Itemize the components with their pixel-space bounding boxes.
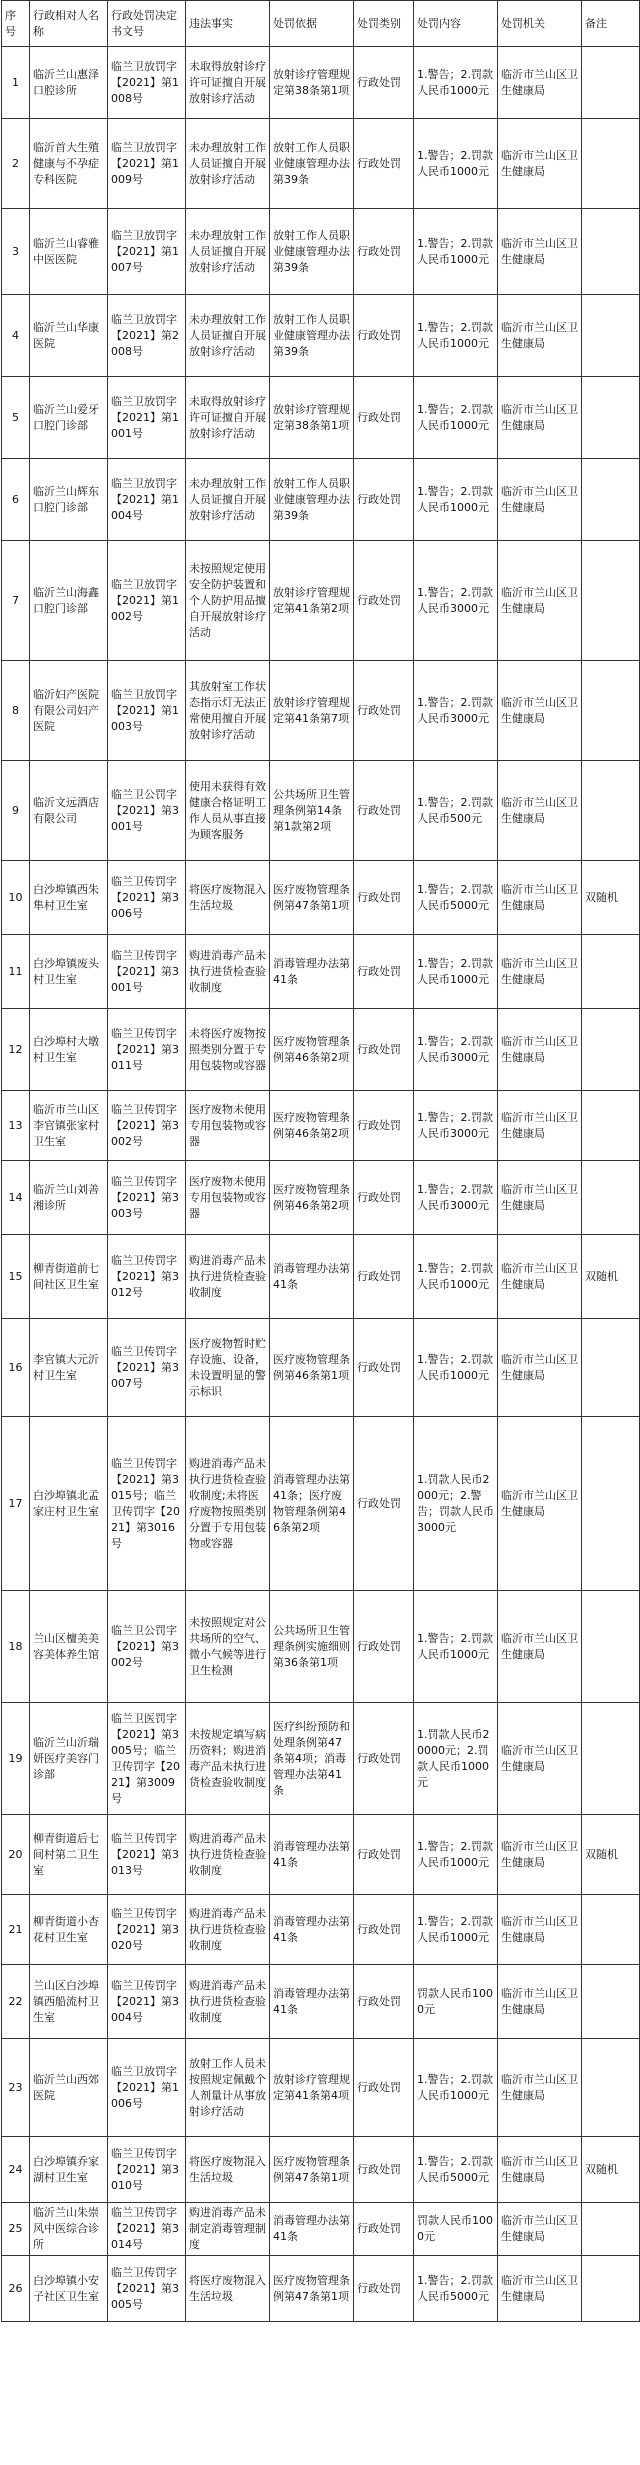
legal-basis-cell: 医疗废物管理条例第47条第1项 xyxy=(270,861,354,935)
penalty-authority-cell: 临沂市兰山区卫生健康局 xyxy=(498,1965,582,2039)
remark-cell xyxy=(582,761,640,861)
legal-basis-cell: 放射诊疗管理规定第38条第1项 xyxy=(270,47,354,119)
header-cell: 备注 xyxy=(582,1,640,47)
document-number-cell: 临兰卫传罚字【2021】第3001号 xyxy=(108,935,186,1009)
penalty-type-cell: 行政处罚 xyxy=(354,935,414,1009)
row-number-cell: 21 xyxy=(2,1895,30,1965)
penalty-type-cell: 行政处罚 xyxy=(354,1815,414,1895)
violation-fact-cell: 未取得放射诊疗许可证擅自开展放射诊疗活动 xyxy=(186,377,270,459)
header-cell: 处罚内容 xyxy=(414,1,498,47)
document-number-cell: 临兰卫传罚字【2021】第3012号 xyxy=(108,1235,186,1319)
table-row xyxy=(2,761,640,861)
penalty-authority-cell: 临沂市兰山区卫生健康局 xyxy=(498,1235,582,1319)
penalty-authority-cell: 临沂市兰山区卫生健康局 xyxy=(498,209,582,295)
penalty-authority-cell: 临沂市兰山区卫生健康局 xyxy=(498,1815,582,1895)
table-row xyxy=(2,1815,640,1895)
violation-fact-cell: 未按照规定使用安全防护装置和个人防护用品擅自开展放射诊疗活动 xyxy=(186,541,270,661)
violation-fact-cell: 医疗废物未使用专用包装物或容器 xyxy=(186,1161,270,1235)
violation-fact-cell: 购进消毒产品未执行进货检查验收制度 xyxy=(186,1235,270,1319)
table-row xyxy=(2,2203,640,2256)
remark-cell xyxy=(582,1591,640,1703)
table-row xyxy=(2,2256,640,2322)
legal-basis-cell: 放射诊疗管理规定第38条第1项 xyxy=(270,377,354,459)
penalty-content-cell: 1.警告；2.罚款人民币5000元 xyxy=(414,861,498,935)
penalty-content-cell: 1.警告；2.罚款人民币1000元 xyxy=(414,295,498,377)
document-number-cell: 临兰卫公罚字【2021】第3001号 xyxy=(108,761,186,861)
penalty-authority-cell: 临沂市兰山区卫生健康局 xyxy=(498,1319,582,1417)
remark-cell xyxy=(582,1417,640,1591)
row-number-cell: 19 xyxy=(2,1703,30,1815)
entity-name-cell: 兰山区檀美美容美体养生馆 xyxy=(30,1591,108,1703)
legal-basis-cell: 消毒管理办法第41条 xyxy=(270,1235,354,1319)
penalty-authority-cell: 临沂市兰山区卫生健康局 xyxy=(498,1703,582,1815)
document-number-cell: 临兰卫放罚字【2021】第1008号 xyxy=(108,47,186,119)
row-number-cell: 5 xyxy=(2,377,30,459)
table-row xyxy=(2,209,640,295)
penalty-content-cell: 1.警告；2.罚款人民币3000元 xyxy=(414,541,498,661)
penalty-type-cell: 行政处罚 xyxy=(354,1161,414,1235)
penalty-authority-cell: 临沂市兰山区卫生健康局 xyxy=(498,377,582,459)
remark-cell: 双随机 xyxy=(582,1815,640,1895)
entity-name-cell: 兰山区白沙埠镇西船流村卫生室 xyxy=(30,1965,108,2039)
document-number-cell: 临兰卫传罚字【2021】第3002号 xyxy=(108,1091,186,1161)
penalty-content-cell: 罚款人民币1000元 xyxy=(414,2203,498,2256)
violation-fact-cell: 未办理放射工作人员证擅自开展放射诊疗活动 xyxy=(186,459,270,541)
penalty-type-cell: 行政处罚 xyxy=(354,661,414,761)
penalty-content-cell: 1.罚款人民币20000元；2.罚款人民币1000元 xyxy=(414,1703,498,1815)
penalty-authority-cell: 临沂市兰山区卫生健康局 xyxy=(498,459,582,541)
legal-basis-cell: 消毒管理办法第41条；医疗废物管理条例第46条第2项 xyxy=(270,1417,354,1591)
remark-cell xyxy=(582,47,640,119)
remark-cell xyxy=(582,1895,640,1965)
legal-basis-cell: 放射工作人员职业健康管理办法第39条 xyxy=(270,459,354,541)
row-number-cell: 14 xyxy=(2,1161,30,1235)
entity-name-cell: 白沙埠镇西朱隼村卫生室 xyxy=(30,861,108,935)
legal-basis-cell: 放射诊疗管理规定第41条第4项 xyxy=(270,2039,354,2137)
table-row xyxy=(2,459,640,541)
table-row xyxy=(2,1591,640,1703)
penalty-content-cell: 1.警告；2.罚款人民币1000元 xyxy=(414,209,498,295)
legal-basis-cell: 放射诊疗管理规定第41条第2项 xyxy=(270,541,354,661)
penalty-authority-cell: 临沂市兰山区卫生健康局 xyxy=(498,1009,582,1091)
row-number-cell: 13 xyxy=(2,1091,30,1161)
document-number-cell: 临兰卫传罚字【2021】第3014号 xyxy=(108,2203,186,2256)
penalty-authority-cell: 临沂市兰山区卫生健康局 xyxy=(498,295,582,377)
document-number-cell: 临兰卫公罚字【2021】第3002号 xyxy=(108,1591,186,1703)
penalty-authority-cell: 临沂市兰山区卫生健康局 xyxy=(498,861,582,935)
document-number-cell: 临兰卫传罚字【2021】第3013号 xyxy=(108,1815,186,1895)
remark-cell xyxy=(582,2203,640,2256)
document-number-cell: 临兰卫传罚字【2021】第3005号 xyxy=(108,2256,186,2322)
penalty-type-cell: 行政处罚 xyxy=(354,761,414,861)
header-cell: 序号 xyxy=(2,1,30,47)
row-number-cell: 1 xyxy=(2,47,30,119)
entity-name-cell: 临沂兰山朱崇风中医综合诊所 xyxy=(30,2203,108,2256)
remark-cell xyxy=(582,661,640,761)
entity-name-cell: 白沙埠村大墩村卫生室 xyxy=(30,1009,108,1091)
table-row xyxy=(2,1965,640,2039)
table-row xyxy=(2,2039,640,2137)
document-number-cell: 临兰卫传罚字【2021】第3003号 xyxy=(108,1161,186,1235)
entity-name-cell: 临沂兰山海鑫口腔门诊部 xyxy=(30,541,108,661)
penalty-content-cell: 1.警告；2.罚款人民币1000元 xyxy=(414,377,498,459)
document-number-cell: 临兰卫传罚字【2021】第3015号；临兰卫传罚字【2021】第3016号 xyxy=(108,1417,186,1591)
remark-cell xyxy=(582,1161,640,1235)
table-row xyxy=(2,1235,640,1319)
violation-fact-cell: 未办理放射工作人员证擅自开展放射诊疗活动 xyxy=(186,209,270,295)
row-number-cell: 9 xyxy=(2,761,30,861)
table-row xyxy=(2,1417,640,1591)
violation-fact-cell: 医疗废物暂时贮存设施、设备，未设置明显的警示标识 xyxy=(186,1319,270,1417)
violation-fact-cell: 未按规定填写病历资料；购进消毒产品未执行进货检查验收制度 xyxy=(186,1703,270,1815)
legal-basis-cell: 公共场所卫生管理条例实施细则第36条第1项 xyxy=(270,1591,354,1703)
table-row xyxy=(2,1703,640,1815)
penalty-type-cell: 行政处罚 xyxy=(354,1965,414,2039)
penalty-authority-cell: 临沂市兰山区卫生健康局 xyxy=(498,935,582,1009)
legal-basis-cell: 公共场所卫生管理条例第14条第1款第2项 xyxy=(270,761,354,861)
table-row xyxy=(2,1161,640,1235)
legal-basis-cell: 消毒管理办法第41条 xyxy=(270,935,354,1009)
row-number-cell: 16 xyxy=(2,1319,30,1417)
entity-name-cell: 临沂兰山华康医院 xyxy=(30,295,108,377)
legal-basis-cell: 放射工作人员职业健康管理办法第39条 xyxy=(270,209,354,295)
entity-name-cell: 临沂兰山西郊医院 xyxy=(30,2039,108,2137)
penalty-authority-cell: 临沂市兰山区卫生健康局 xyxy=(498,2203,582,2256)
penalty-type-cell: 行政处罚 xyxy=(354,541,414,661)
penalty-type-cell: 行政处罚 xyxy=(354,377,414,459)
violation-fact-cell: 使用未获得有效健康合格证明工作人员从事直接为顾客服务 xyxy=(186,761,270,861)
document-number-cell: 临兰卫医罚字【2021】第3005号；临兰卫传罚字【2021】第3009号 xyxy=(108,1703,186,1815)
document-number-cell: 临兰卫放罚字【2021】第1002号 xyxy=(108,541,186,661)
penalty-authority-cell: 临沂市兰山区卫生健康局 xyxy=(498,1161,582,1235)
penalty-type-cell: 行政处罚 xyxy=(354,295,414,377)
violation-fact-cell: 购进消毒产品未执行进货检查验收制度 xyxy=(186,1815,270,1895)
penalty-authority-cell: 临沂市兰山区卫生健康局 xyxy=(498,541,582,661)
table-row xyxy=(2,2137,640,2203)
remark-cell xyxy=(582,295,640,377)
row-number-cell: 17 xyxy=(2,1417,30,1591)
entity-name-cell: 临沂兰山沂瑞妍医疗美容门诊部 xyxy=(30,1703,108,1815)
penalty-type-cell: 行政处罚 xyxy=(354,1319,414,1417)
table-row xyxy=(2,119,640,209)
entity-name-cell: 柳青街道后七间村第二卫生室 xyxy=(30,1815,108,1895)
penalty-content-cell: 1.警告；2.罚款人民币1000元 xyxy=(414,1235,498,1319)
penalty-content-cell: 1.警告；2.罚款人民币1000元 xyxy=(414,935,498,1009)
row-number-cell: 8 xyxy=(2,661,30,761)
violation-fact-cell: 购进消毒产品未执行进货检查验收制度 xyxy=(186,935,270,1009)
violation-fact-cell: 购进消毒产品未执行进货检查验收制度 xyxy=(186,1965,270,2039)
penalty-type-cell: 行政处罚 xyxy=(354,1703,414,1815)
legal-basis-cell: 医疗废物管理条例第47条第1项 xyxy=(270,2137,354,2203)
document-number-cell: 临兰卫放罚字【2021】第1003号 xyxy=(108,661,186,761)
document-number-cell: 临兰卫放罚字【2021】第1006号 xyxy=(108,2039,186,2137)
row-number-cell: 3 xyxy=(2,209,30,295)
row-number-cell: 25 xyxy=(2,2203,30,2256)
entity-name-cell: 临沂兰山辉东口腔门诊部 xyxy=(30,459,108,541)
table-row xyxy=(2,295,640,377)
legal-basis-cell: 放射工作人员职业健康管理办法第39条 xyxy=(270,295,354,377)
penalty-type-cell: 行政处罚 xyxy=(354,2203,414,2256)
violation-fact-cell: 购进消毒产品未执行进货检查验收制度 xyxy=(186,1895,270,1965)
legal-basis-cell: 放射工作人员职业健康管理办法第39条 xyxy=(270,119,354,209)
violation-fact-cell: 购进消毒产品未执行进货检查验收制度;未将医疗废物按照类别分置于专用包装物或容器 xyxy=(186,1417,270,1591)
row-number-cell: 11 xyxy=(2,935,30,1009)
penalty-content-cell: 1.警告；2.罚款人民币1000元 xyxy=(414,1815,498,1895)
penalty-authority-cell: 临沂市兰山区卫生健康局 xyxy=(498,119,582,209)
entity-name-cell: 白沙埠镇小安子社区卫生室 xyxy=(30,2256,108,2322)
legal-basis-cell: 医疗废物管理条例第46条第2项 xyxy=(270,1161,354,1235)
violation-fact-cell: 未办理放射工作人员证擅自开展放射诊疗活动 xyxy=(186,119,270,209)
penalty-type-cell: 行政处罚 xyxy=(354,119,414,209)
penalty-content-cell: 1.警告；2.罚款人民币1000元 xyxy=(414,1591,498,1703)
entity-name-cell: 白沙埠镇乔家湖村卫生室 xyxy=(30,2137,108,2203)
document-number-cell: 临兰卫传罚字【2021】第3011号 xyxy=(108,1009,186,1091)
entity-name-cell: 临沂首大生殖健康与不孕症专科医院 xyxy=(30,119,108,209)
row-number-cell: 18 xyxy=(2,1591,30,1703)
penalty-authority-cell: 临沂市兰山区卫生健康局 xyxy=(498,2137,582,2203)
penalty-content-cell: 1.警告；2.罚款人民币1000元 xyxy=(414,119,498,209)
remark-cell xyxy=(582,209,640,295)
document-number-cell: 临兰卫传罚字【2021】第3004号 xyxy=(108,1965,186,2039)
penalty-content-cell: 1.警告；2.罚款人民币1000元 xyxy=(414,1319,498,1417)
header-cell: 处罚机关 xyxy=(498,1,582,47)
header-cell: 行政相对人名称 xyxy=(30,1,108,47)
header-cell: 处罚类别 xyxy=(354,1,414,47)
remark-cell xyxy=(582,935,640,1009)
entity-name-cell: 临沂妇产医院有限公司妇产医院 xyxy=(30,661,108,761)
row-number-cell: 7 xyxy=(2,541,30,661)
remark-cell xyxy=(582,2256,640,2322)
penalty-type-cell: 行政处罚 xyxy=(354,2137,414,2203)
penalty-content-cell: 1.警告；2.罚款人民币5000元 xyxy=(414,2256,498,2322)
penalty-authority-cell: 临沂市兰山区卫生健康局 xyxy=(498,47,582,119)
violation-fact-cell: 将医疗废物混入生活垃圾 xyxy=(186,861,270,935)
table-row xyxy=(2,1319,640,1417)
row-number-cell: 26 xyxy=(2,2256,30,2322)
remark-cell: 双随机 xyxy=(582,861,640,935)
row-number-cell: 23 xyxy=(2,2039,30,2137)
row-number-cell: 15 xyxy=(2,1235,30,1319)
entity-name-cell: 柳青街道前七间社区卫生室 xyxy=(30,1235,108,1319)
entity-name-cell: 柳青街道小杏花村卫生室 xyxy=(30,1895,108,1965)
row-number-cell: 22 xyxy=(2,1965,30,2039)
penalty-authority-cell: 临沂市兰山区卫生健康局 xyxy=(498,1417,582,1591)
penalty-content-cell: 1.警告；2.罚款人民币5000元 xyxy=(414,2137,498,2203)
remark-cell: 双随机 xyxy=(582,1235,640,1319)
remark-cell xyxy=(582,377,640,459)
table-row xyxy=(2,377,640,459)
legal-basis-cell: 消毒管理办法第41条 xyxy=(270,2203,354,2256)
row-number-cell: 12 xyxy=(2,1009,30,1091)
legal-basis-cell: 医疗废物管理条例第46条第2项 xyxy=(270,1009,354,1091)
table-row xyxy=(2,661,640,761)
penalty-type-cell: 行政处罚 xyxy=(354,2039,414,2137)
remark-cell xyxy=(582,541,640,661)
violation-fact-cell: 将医疗废物混入生活垃圾 xyxy=(186,2256,270,2322)
violation-fact-cell: 放射工作人员未按照规定佩戴个人剂量计从事放射诊疗活动 xyxy=(186,2039,270,2137)
penalty-content-cell: 罚款人民币1000元 xyxy=(414,1965,498,2039)
header-cell: 行政处罚决定书文号 xyxy=(108,1,186,47)
entity-name-cell: 临沂兰山爱牙口腔门诊部 xyxy=(30,377,108,459)
penalty-type-cell: 行政处罚 xyxy=(354,2256,414,2322)
penalty-authority-cell: 临沂市兰山区卫生健康局 xyxy=(498,761,582,861)
row-number-cell: 6 xyxy=(2,459,30,541)
penalty-type-cell: 行政处罚 xyxy=(354,861,414,935)
penalty-content-cell: 1.警告；2.罚款人民币3000元 xyxy=(414,661,498,761)
penalty-table xyxy=(1,0,640,2322)
remark-cell xyxy=(582,1009,640,1091)
document-number-cell: 临兰卫放罚字【2021】第1001号 xyxy=(108,377,186,459)
table-row xyxy=(2,1895,640,1965)
penalty-type-cell: 行政处罚 xyxy=(354,47,414,119)
penalty-content-cell: 1.警告；2.罚款人民币1000元 xyxy=(414,1895,498,1965)
entity-name-cell: 临沂兰山惠泽口腔诊所 xyxy=(30,47,108,119)
legal-basis-cell: 消毒管理办法第41条 xyxy=(270,1815,354,1895)
legal-basis-cell: 医疗废物管理条例第46条第2项 xyxy=(270,1091,354,1161)
document-number-cell: 临兰卫传罚字【2021】第3020号 xyxy=(108,1895,186,1965)
document-number-cell: 临兰卫放罚字【2021】第1009号 xyxy=(108,119,186,209)
violation-fact-cell: 购进消毒产品未制定消毒管理制度 xyxy=(186,2203,270,2256)
violation-fact-cell: 其放射室工作状态指示灯无法正常使用擅自开展放射诊疗活动 xyxy=(186,661,270,761)
violation-fact-cell: 将医疗废物混入生活垃圾 xyxy=(186,2137,270,2203)
violation-fact-cell: 未将医疗废物按照类别分置于专用包装物或容器 xyxy=(186,1009,270,1091)
row-number-cell: 2 xyxy=(2,119,30,209)
table-row xyxy=(2,47,640,119)
violation-fact-cell: 未办理放射工作人员证擅自开展放射诊疗活动 xyxy=(186,295,270,377)
document-number-cell: 临兰卫放罚字【2021】第1004号 xyxy=(108,459,186,541)
penalty-content-cell: 1.警告；2.罚款人民币1000元 xyxy=(414,47,498,119)
penalty-authority-cell: 临沂市兰山区卫生健康局 xyxy=(498,2256,582,2322)
entity-name-cell: 李官镇大元沂村卫生室 xyxy=(30,1319,108,1417)
penalty-authority-cell: 临沂市兰山区卫生健康局 xyxy=(498,1591,582,1703)
row-number-cell: 24 xyxy=(2,2137,30,2203)
remark-cell xyxy=(582,2039,640,2137)
penalty-type-cell: 行政处罚 xyxy=(354,1091,414,1161)
violation-fact-cell: 未按照规定对公共场所的空气、微小气候等进行卫生检测 xyxy=(186,1591,270,1703)
legal-basis-cell: 放射诊疗管理规定第41条第7项 xyxy=(270,661,354,761)
document-number-cell: 临兰卫传罚字【2021】第3006号 xyxy=(108,861,186,935)
penalty-content-cell: 1.警告；2.罚款人民币1000元 xyxy=(414,459,498,541)
penalty-content-cell: 1.罚款人民币2000元；2.警告；罚款人民币3000元 xyxy=(414,1417,498,1591)
penalty-type-cell: 行政处罚 xyxy=(354,1235,414,1319)
remark-cell xyxy=(582,1703,640,1815)
table-row xyxy=(2,1091,640,1161)
entity-name-cell: 临沂文远酒店有限公司 xyxy=(30,761,108,861)
violation-fact-cell: 未取得放射诊疗许可证擅自开展放射诊疗活动 xyxy=(186,47,270,119)
header-cell: 违法事实 xyxy=(186,1,270,47)
remark-cell xyxy=(582,1091,640,1161)
remark-cell xyxy=(582,119,640,209)
penalty-content-cell: 1.警告；2.罚款人民币500元 xyxy=(414,761,498,861)
penalty-content-cell: 1.警告；2.罚款人民币3000元 xyxy=(414,1091,498,1161)
penalty-type-cell: 行政处罚 xyxy=(354,1417,414,1591)
violation-fact-cell: 医疗废物未使用专用包装物或容器 xyxy=(186,1091,270,1161)
table-row xyxy=(2,861,640,935)
penalty-type-cell: 行政处罚 xyxy=(354,1009,414,1091)
row-number-cell: 4 xyxy=(2,295,30,377)
entity-name-cell: 临沂市兰山区李官镇张家村卫生室 xyxy=(30,1091,108,1161)
table-row xyxy=(2,541,640,661)
penalty-authority-cell: 临沂市兰山区卫生健康局 xyxy=(498,1895,582,1965)
penalty-authority-cell: 临沂市兰山区卫生健康局 xyxy=(498,2039,582,2137)
table-row xyxy=(2,935,640,1009)
row-number-cell: 20 xyxy=(2,1815,30,1895)
document-number-cell: 临兰卫放罚字【2021】第2008号 xyxy=(108,295,186,377)
penalty-type-cell: 行政处罚 xyxy=(354,459,414,541)
entity-name-cell: 白沙埠镇废头村卫生室 xyxy=(30,935,108,1009)
header-row xyxy=(2,1,640,47)
header-cell: 处罚依据 xyxy=(270,1,354,47)
document-number-cell: 临兰卫传罚字【2021】第3010号 xyxy=(108,2137,186,2203)
legal-basis-cell: 消毒管理办法第41条 xyxy=(270,1895,354,1965)
remark-cell xyxy=(582,1965,640,2039)
document-number-cell: 临兰卫传罚字【2021】第3007号 xyxy=(108,1319,186,1417)
entity-name-cell: 临沂兰山睿雅中医医院 xyxy=(30,209,108,295)
penalty-type-cell: 行政处罚 xyxy=(354,1895,414,1965)
penalty-authority-cell: 临沂市兰山区卫生健康局 xyxy=(498,1091,582,1161)
table-row xyxy=(2,1009,640,1091)
entity-name-cell: 白沙埠镇北孟家庄村卫生室 xyxy=(30,1417,108,1591)
remark-cell xyxy=(582,459,640,541)
legal-basis-cell: 医疗废物管理条例第46条第1项 xyxy=(270,1319,354,1417)
document-number-cell: 临兰卫放罚字【2021】第1007号 xyxy=(108,209,186,295)
remark-cell xyxy=(582,1319,640,1417)
penalty-content-cell: 1.警告；2.罚款人民币3000元 xyxy=(414,1009,498,1091)
penalty-content-cell: 1.警告；2.罚款人民币3000元 xyxy=(414,1161,498,1235)
penalty-type-cell: 行政处罚 xyxy=(354,209,414,295)
penalty-authority-cell: 临沂市兰山区卫生健康局 xyxy=(498,661,582,761)
legal-basis-cell: 消毒管理办法第41条 xyxy=(270,1965,354,2039)
remark-cell: 双随机 xyxy=(582,2137,640,2203)
penalty-content-cell: 1.警告；2.罚款人民币1000元 xyxy=(414,2039,498,2137)
penalty-type-cell: 行政处罚 xyxy=(354,1591,414,1703)
row-number-cell: 10 xyxy=(2,861,30,935)
legal-basis-cell: 医疗废物管理条例第47条第1项 xyxy=(270,2256,354,2322)
entity-name-cell: 临沂兰山刘善湘诊所 xyxy=(30,1161,108,1235)
legal-basis-cell: 医疗纠纷预防和处理条例第47条第4项；消毒管理办法第41条 xyxy=(270,1703,354,1815)
